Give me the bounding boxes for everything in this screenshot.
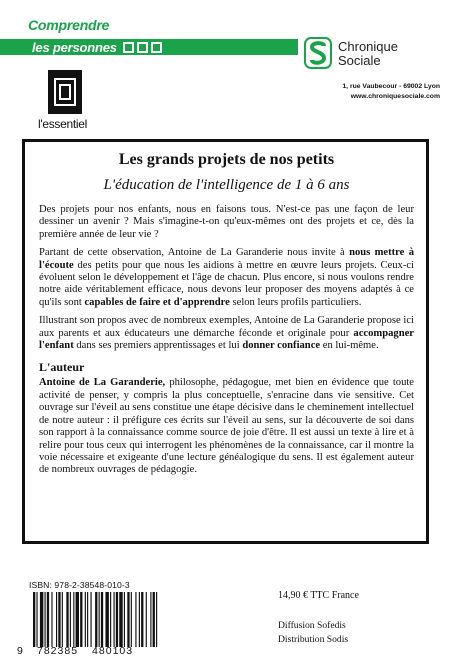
author-name: Antoine de La Garanderie, [39,377,166,389]
price: 14,90 € TTC France [278,590,359,601]
bold-span: donner confiance [242,340,321,352]
publisher-name [338,40,398,68]
series-squares [123,42,162,53]
back-cover-text-box [22,139,429,544]
collection-logo-icon [48,70,82,114]
barcode-block [17,580,209,657]
author-bio-text: philosophe, pédagogue, met bien en évidence que toute activité de penser, y compris la plus conceptuelle, s'enracine dans vie sensitive. Cet ouvrage sur l'éveil au sens constitue une étape décisive dans le cheminement intellectuel de notre auteur : il préfigure ces écrits sur l'éveil au sens, sur la découverte de soi dans son rapport à la connaissance comme source de joie d'être. Il est aussi un texte à lire et à relire pour tous ceux qui interrogent les phénomènes de la connaissance, car il montre la voie nécessaire et exigeante d'une lecture généalogique du sens. Il est également auteur de nombreux ouvrages de pédagogie. [39,377,415,476]
distribution-label: Distribution Sodis [278,634,349,645]
square-icon [137,42,148,53]
square-icon [151,42,162,53]
text-span: Illustrant son propos avec de nombreux exemples, Antoine de La Garanderie propose ici aux parents et aux éducateurs une démarche féconde et originale pour [39,315,414,339]
bold-span: nous mettre à l'écoute [39,247,414,271]
publisher-name-line2: Sociale [338,53,381,68]
text-span: dans ses premiers apprentissages et lui [73,340,243,352]
series-bar [0,39,298,55]
isbn: ISBN: 978-2-38548-010-3 [29,580,130,590]
publisher-logo-icon [304,37,332,69]
diffusion-label: Diffusion Sofedis [278,620,346,631]
text-span: des petits pour que nous les aidions à mettre en œuvre leurs projets. Ceux-ci évoluent selon le développement et l'âge de chacun. Plus encore, si nous voulons rendre notre aide véritablement efficace, nous devons leur proposer des moyens adaptés à ce qu'ils sont [39,259,414,308]
collection-name: l'essentiel [38,117,88,131]
barcode-lead-digit: 9 [17,645,24,657]
book-title: Les grands projets de nos petits [118,151,335,168]
publisher-address-block [300,82,440,102]
barcode-digits [17,645,209,657]
description-paragraph-1: Des projets pour nos enfants, nous en faisons tous. N'est-ce pas une façon de leur dessiner un avenir ? Mais s'imagine-t-on qu'eux-mêmes ont des projets et ce, dès la première année de leur vie ? [39,204,414,240]
book-subtitle: L'éducation de l'intelligence de 1 à 6 ans [103,177,350,193]
series-subtitle: les personnes [32,39,117,55]
publisher-name-line1: Chronique [338,39,398,54]
description-paragraph-2 [39,247,414,309]
barcode-icon [29,592,209,647]
barcode-group-1: 782385 [37,645,79,657]
barcode-group-2: 480103 [92,645,134,657]
text-span: Partant de cette observation, Antoine de La Garanderie nous invite à [39,247,350,259]
bold-span: accompagner l'enfant [39,327,414,352]
description-paragraph-3 [39,315,414,352]
series-title: Comprendre [28,17,110,33]
square-icon [123,42,134,53]
publisher-website: www.chroniquesociale.com [350,93,440,100]
author-bio [39,377,414,476]
text-span: en lui-même. [320,340,379,352]
bold-span: capables de faire et d'apprendre [84,296,230,308]
author-heading: L'auteur [39,360,85,375]
text-span: selon leurs profils particuliers. [229,296,362,308]
publisher-address: 1, rue Vaubecour - 69002 Lyon [342,83,440,90]
distribution-block [278,619,348,647]
